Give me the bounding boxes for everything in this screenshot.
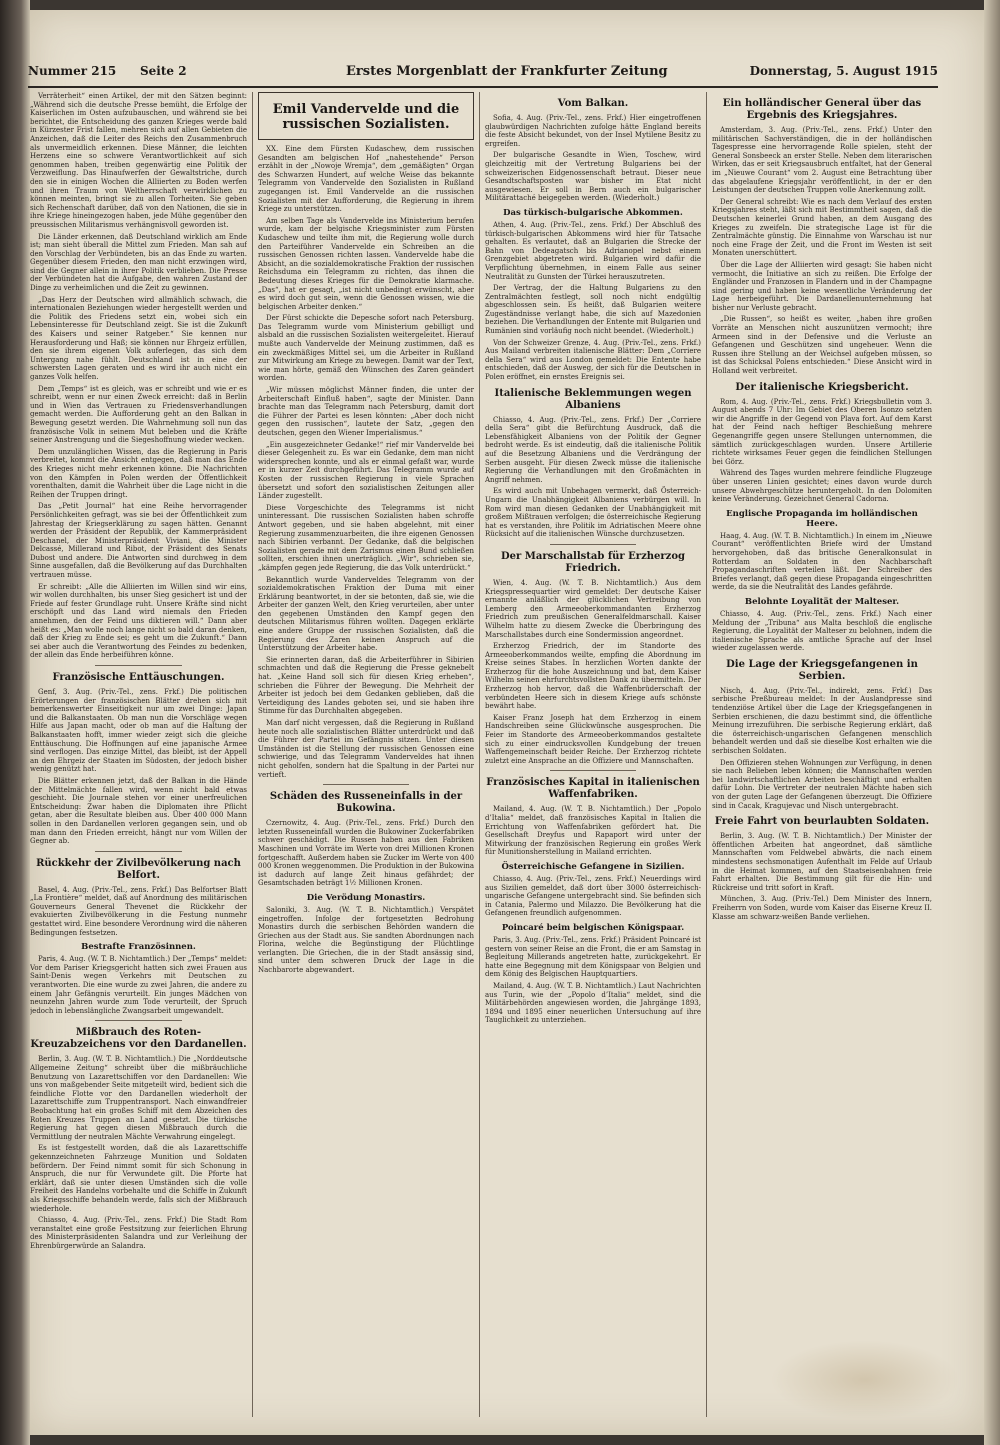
article-paragraph: Am selben Tage als Vandervelde ins Ministerium berufen wurde, kam der belgische Kriegsminister zum Fürsten Kudaschew und teilte ihm mit, die Regierung wolle durch den Parteiführer Vandervelde ein Schreiben an die russischen Genossen richten lassen. Vandervelde habe die Absicht, an die sozialdemokratische Fraktion der russischen Reichsduma ein Telegramm zu richten, das ihnen die Bedeutung dieses Krieges für die Demokratie klarmache. „Das“, hat er gesagt, „ist nicht unbedingt erwünscht, aber es wird doch gut sein, wenn die Genossen wissen, wie die belgischen Arbeiter denken.“ bbox=[258, 216, 474, 311]
paper-title: Erstes Morgenblatt der Frankfurter Zeitung bbox=[346, 64, 668, 79]
article-paragraph: Den Offizieren stehen Wohnungen zur Verfügung, in denen sie nach Belieben leben können; die Mannschaften werden bei landwirtschaftlichen Arbeiten beschäftigt und erhalten dafür Lohn. Die Vertreter der neutralen Mächte haben sich von der guten Lage der Gefangenen überzeugt. Die Offiziere sind in Cacak, Kragujevac und Nisch untergebracht. bbox=[712, 758, 932, 810]
article-paragraph: „Wir müssen möglichst Männer finden, die unter der Arbeiterschaft Einfluß haben“, sagte der Minister. Dann brachte man das Telegramm nach Petersburg, damit dort die Führer der Partei es lesen könnten: „Aber doch nicht gegen den russischen“, lautete der Satz, „gegen den deutschen, gegen den Wiener Imperialismus.“ bbox=[258, 386, 474, 437]
article-paragraph: Chiasso, 4. Aug. (Priv.-Tel., zens. Frkf.) Nach einer Meldung der „Tribuna“ aus Malta beschloß die englische Regierung, die Loyalität der Malteser zu belohnen, indem die italienische Sprache als amtliche Sprache auf der Insel wieder zugelassen werde. bbox=[712, 609, 932, 653]
article-paragraph: Rom, 4. Aug. (Priv.-Tel., zens. Frkf.) Kriegsbulletin vom 3. August abends 7 Uhr: Im Gebiet des Oberen Isonzo setzten wir die Angriffe in der Gegend von Plava fort. Auf dem Karst hat der Feind nach heftiger Beschießung mehrere Gegenangriffe gegen unsere Stellungen unternommen, die sämtlich zurückgeschlagen wurden. Unsere Artillerie richtete wirksames Feuer gegen die feindlichen Stellungen bei Görz. bbox=[712, 397, 932, 466]
article-paragraph: Paris, 3. Aug. (Priv.-Tel., zens. Frkf.) Präsident Poincaré ist gestern von seiner Reise an die Front, die er am Samstag in Begleitung Millerands angetreten hatte, zurückgekehrt. Er hatte eine Begegnung mit dem Königspaar von Belgien und dem König des Belgischen Hauptquartiers. bbox=[485, 935, 701, 979]
article-paragraph: Kaiser Franz Joseph hat dem Erzherzog in einem Handschreiben seine Glückwünsche ausgesprochen. Die Feier im Standorte des Armeeoberkommandos gestaltete sich zu einer eindrucksvollen Kundgebung der treuen Waffengemeinschaft beider Reiche. Der Erzherzog richtete zuletzt eine Ansprache an die Offiziere und Mannschaften. bbox=[485, 713, 701, 765]
article-paragraph: Erzherzog Friedrich, der im Standorte des Armeeoberkommandos weilte, empfing die Abordnung im Kreise seines Stabes. In herzlichen Worten dankte der Erzherzog für die hohe Auszeichnung und bat, dem Kaiser Wilhelm seinen ehrfurchtsvollsten Dank zu übermitteln. Der Erzherzog hob hervor, daß die Waffenbrüderschaft der verbündeten Heere sich in diesem Kriege aufs schönste bewährt habe. bbox=[485, 642, 701, 711]
article-separator bbox=[95, 665, 182, 666]
column-1 bbox=[30, 92, 247, 1422]
article-paragraph: Es ist festgestellt worden, daß die als Lazarettschiffe gekennzeichneten Fahrzeuge Munition und Soldaten befördern. Der Feind nimmt somit für sich Schonung in Anspruch, die nur für Verwundete gilt. Die Pforte hat erklärt, daß sie unter diesen Umständen sich die volle Freiheit des Handelns vorbehalte und die Schiffe in Zukunft als Kriegsschiffe behandeln werde, falls sich der Mißbrauch wiederhole. bbox=[30, 1144, 247, 1213]
article-paragraph: Bekanntlich wurde Vanderveldes Telegramm von der sozialdemokratischen Fraktion der Duma mit einer Erklärung beantwortet, in der sie betonten, daß sie, wie die Arbeiter der ganzen Welt, den Krieg verurteilen, aber unter den gegebenen Umständen den Kampf gegen den deutschen Militarismus führen wollten. Dagegen erklärte eine andere Gruppe der russischen Sozialisten, daß die Regierung des Zaren keinen Anspruch auf die Unterstützung der Arbeiter habe. bbox=[258, 575, 474, 653]
article-paragraph: Er schreibt: „Alle die Alliierten im Willen sind wir eins, wir wollen durchhalten, bis unser Sieg gesichert ist und der Friede auf fester Grundlage ruht. Unsere Kräfte sind nicht erschöpft und das Land wird niemals den Frieden annehmen, den der Feind uns diktieren will.“ Dann aber heißt es: „Man wolle noch lange nicht so bald daran denken, daß der Krieg zu Ende sei; es geht um die Zukunft.“ Dann sei aber auch die Verantwortung des Feindes zu bedenken, der allein das Ende herbeiführen könne. bbox=[30, 582, 247, 660]
article-paragraph: Haag, 4. Aug. (W. T. B. Nichtamtlich.) In einem im „Nieuwe Courant“ veröffentlichten Briefe wird der Umstand hervorgehoben, daß das britische Generalkonsulat in Rotterdam an Soldaten in den Nachbarschaft Propagandaschriften verteilen läßt. Der Schreiber des Briefes verlangt, daß gegen diese Propaganda eingeschritten werde, da sie die Neutralität des Landes gefährde. bbox=[712, 531, 932, 592]
article-paragraph: Der Vertrag, der die Haltung Bulgariens zu den Zentralmächten festlegt, soll noch nicht endgültig abgeschlossen sein. Es heißt, daß Bulgarien weitere Zugeständnisse verlangt habe, die sich auf Mazedonien beziehen. Die Verhandlungen der Entente mit Bulgarien und Rumänien sind vorläufig noch nicht beendet. (Wiederholt.) bbox=[485, 284, 701, 336]
article-paragraph: Berlin, 3. Aug. (W. T. B. Nichtamtlich.) Der Minister der öffentlichen Arbeiten hat angeordnet, daß sämtliche Mannschaften vom Feldwebel abwärts, die nach einem mindestens sechsmonatigen Aufenthalt im Felde auf Urlaub in die Heimat kommen, auf den Staatseisenbahnen freie Fahrt erhalten. Die Bestimmung gilt für die Hin- und Rückreise und tritt sofort in Kraft. bbox=[712, 832, 932, 892]
article-paragraph: Chiasso, 4. Aug. (Priv.-Tel., zens. Frkf.) Der „Corriere della Sera“ gibt die Befürchtung Ausdruck, daß die Lebensfähigkeit Albaniens von der Politik der Gegner bedroht werde. Es ist eindeutig, daß die italienische Politik auf die Besetzung Albaniens und die Verdrängung der Serben ausgeht. Für diesen Zweck müsse die italienische Regierung die Verhandlungen mit den Großmächten in Angriff nehmen. bbox=[485, 415, 701, 484]
article-headline: Vom Balkan. bbox=[557, 98, 629, 109]
header-rule bbox=[28, 86, 938, 88]
article-subheadline: Die Verödung Monastirs. bbox=[306, 892, 426, 903]
article-separator bbox=[95, 1020, 182, 1021]
article-paragraph: Über die Lage der Alliierten wird gesagt: Sie haben nicht vermocht, die Initiative an sich zu reißen. Die Erfolge der Engländer und Franzosen in Flandern und in der Champagne sind gering und haben keine wesentliche Veränderung der Lage herbeigeführt. Die Dardanellenunternehmung hat bisher nur Verluste gebracht. bbox=[712, 260, 932, 312]
article-subheadline: Englische Propaganda im holländischen Heere. bbox=[726, 508, 918, 529]
binding-spine bbox=[0, 0, 30, 1445]
article-paragraph: Es wird auch mit Unbehagen vermerkt, daß Österreich-Ungarn die Unabhängigkeit Albaniens verbürgen will. In Rom wird man diesen Gedanken der Unabhängigkeit mit großem Mißtrauen verfolgen; die österreichische Regierung hat es verstanden, ihre Politik im Adriatischen Meere ohne Rücksicht auf die italienischen Wünsche durchzusetzen. bbox=[485, 487, 701, 539]
article-paragraph: Von der Schweizer Grenze, 4. Aug. (Priv.-Tel., zens. Frkf.) Aus Mailand verbreiten italienische Blätter: Dem „Corriere della Sera“ wird aus London gemeldet: Die Entente habe entschieden, daß der Ausweg, der sich für die Deutschen in Polen eröffnet, ein ernstes Ereignis sei. bbox=[485, 338, 701, 382]
article-headline: Mißbrauch des Roten-Kreuzabzeichens vor den Dardanellen. bbox=[30, 1027, 247, 1051]
article-paragraph: Chiasso, 4. Aug. (Priv.-Tel., zens. Frkf.) Neuerdings wird aus Sizilien gemeldet, daß dort über 3000 österreichisch-ungarische Gefangene untergebracht sind. Sie befinden sich in Catania, Palermo und Milazzo. Die Bevölkerung hat die Gefangenen freundlich aufgenommen. bbox=[485, 874, 701, 918]
article-headline: Französische Enttäuschungen. bbox=[52, 672, 225, 683]
article-paragraph: „Die Russen“, so heißt es weiter, „haben ihre großen Vorräte an Menschen nicht auszunützen vermocht; ihre Armeen sind in der Defensive und die Verluste an Gefangenen und Geschützen sind ungeheuer. Wenn die Russen ihre Stellung an der Weichsel aufgeben müssen, so ist das Schicksal Polens entschieden.“ Diese Ansicht wird in Holland weit verbreitet. bbox=[712, 315, 932, 376]
article-paragraph: Verräterheit“ einen Artikel, der mit den Sätzen beginnt: „Während sich die deutsche Presse bemüht, die Erfolge der Kaiserlichen im Osten aufzubauschen, und während sie bei berichtet, die Entscheidung des ganzen Krieges werde bald in Kürzester Frist fallen, mehren sich auf allen Gebieten die Anzeichen, daß die Leiter des Reichs den Zusammenbruch als unvermeidlich erkennen. Diese Männer, die leichten Herzens eine so schwere Verantwortlichkeit auf sich genommen haben, treiben gegenwärtig eine Politik der Verzweiflung. Das Hinaufwerfen der Gewaltstriche, durch den sie in einigen Wochen die Alliierten zu Boden werfen und ihren Traum von Weltherrschaft verwirklichen zu können meinten, bringt sie zu allen Torheiten. Sie geben sich Rechenschaft darüber, daß von den Nationen, die sie in ihre Kriege hineingezogen haben, jede Mühe gegenüber den preussischen Militarismus verhängnisvoll geworden ist. bbox=[30, 92, 247, 229]
article-paragraph: Berlin, 3. Aug. (W. T. B. Nichtamtlich.) Die „Norddeutsche Allgemeine Zeitung“ schreibt über die mißbräuchliche Benutzung von Lazarettschiffen vor den Dardanellen: Wie uns von maßgebender Seite mitgeteilt wird, bedient sich die feindliche Flotte vor den Dardanellen wiederholt der Lazarettschiffe zum Truppentransport. Nach einwandfreier Beobachtung hat ein großes Schiff mit dem Abzeichen des Roten Kreuzes Truppen an Land gesetzt. Die türkische Regierung hat gegen diesen Mißbrauch durch die Vermittlung der neutralen Mächte Verwahrung eingelegt. bbox=[30, 1055, 247, 1141]
article-paragraph: Wien, 4. Aug. (W. T. B. Nichtamtlich.) Aus dem Kriegspressequartier wird gemeldet: Der deutsche Kaiser ernannte anläßlich der glücklichen Vertreibung von Lemberg den Armeeoberkommandanten Erzherzog Friedrich zum preußischen Generalfeldmarschall. Kaiser Wilhelm hatte zu diesem Zwecke die Überbringung des Marschallstabes durch eine Sondermission angeordnet. bbox=[485, 578, 701, 639]
article-separator bbox=[550, 544, 636, 545]
article-paragraph: Sofia, 4. Aug. (Priv.-Tel., zens. Frkf.) Hier eingetroffenen glaubwürdigen Nachrichten zufolge hätte England bereits die feste Absicht bekundet, von der Insel Mytilene Besitz zu ergreifen. bbox=[485, 114, 701, 148]
article-paragraph: Saloniki, 3. Aug. (W. T. B. Nichtamtlich.) Verspätet eingetroffen. Infolge der fortgesetzten Bedrohung Monastirs durch die serbischen Behörden wandern die Griechen aus der Stadt aus. Sie sandten Abordnungen nach Florina, welche die Begünstigung der Flüchtlinge verlangten. Die Griechen, die in der Stadt ansässig sind, sind unter dem schweren Druck der Lage in die Nachbarorte abgewandert. bbox=[258, 905, 474, 975]
article-subheadline: Österreichische Gefangene in Sizilien. bbox=[501, 861, 685, 872]
article-headline: Emil Vandervelde und die russischen Sozialisten. bbox=[272, 102, 460, 132]
article-paragraph: Mailand, 4. Aug. (W. T. B. Nichtamtlich.) Der „Popolo d’Italia“ meldet, daß französisches Kapital in Italien die Errichtung von Waffenfabriken gefördert hat. Die Gesellschaft Dreyfus und Rapaport wird unter der Mitwirkung der französischen Regierung ein großes Werk für Munitionsherstellung in Mailand errichten. bbox=[485, 805, 701, 857]
article-paragraph: Die Blätter erkennen jetzt, daß der Balkan in die Hände der Mittelmächte fallen wird, wenn nicht bald etwas geschieht. Die Journale stehen vor einer unerfreulichen Entscheidung: Zwar haben die Diplomaten ihre Pflicht getan, aber die Resultate bleiben aus. Über 400 000 Mann sollen in den Dardanellen verloren gegangen sein, und ob man dann den Frieden erreicht, hängt nur vom Willen der Gegner ab. bbox=[30, 776, 247, 846]
article-paragraph: Amsterdam, 3. Aug. (Priv.-Tel., zens. Frkf.) Unter den militärischen Sachverständigen, die in der holländischen Tagespresse eine hervorragende Rolle spielen, steht der General Sonsbeeck an erster Stelle. Neben dem literarischen Wirken, das er seit Kriegsausbruch entfaltet, hat der General im „Nieuwe Courant“ vom 2. August eine Betrachtung über das abgelaufene Kriegsjahr veröffentlicht, in der er den Leistungen der deutschen Truppen volle Anerkennung zollt. bbox=[712, 126, 932, 195]
article-headline: Ein holländischer General über das Ergebnis des Kriegsjahres. bbox=[722, 98, 922, 121]
article-paragraph: Chiasso, 4. Aug. (Priv.-Tel., zens. Frkf.) Die Stadt Rom veranstaltet eine große Festsitzung zur feierlichen Ehrung des Ministerpräsidenten Salandra und zur Verleihung der Ehrenbürgerwürde an Salandra. bbox=[30, 1216, 247, 1250]
article-paragraph: Der General schreibt: Wie es nach dem Verlauf des ersten Kriegsjahres steht, läßt sich mit Bestimmtheit sagen, daß die Deutschen keinerlei Grund haben, an dem Ausgang des Krieges zu zweifeln. Die strategische Lage ist für die Zentralmächte günstig. Die Einnahme von Warschau ist nur noch eine Frage der Zeit, und die Front im Westen ist seit Monaten unerschüttert. bbox=[712, 197, 932, 258]
article-paragraph: München, 3. Aug. (Priv.-Tel.) Dem Minister des Innern, Freiherrn von Soden, wurde vom Kaiser das Eiserne Kreuz II. Klasse am schwarz-weißen Bande verliehen. bbox=[712, 895, 932, 921]
article-paragraph: Dem „Temps“ ist es gleich, was er schreibt und wie er es schreibt, wenn er nur einen Zweck erreicht: daß in Berlin und in Wien das Vertrauen zu Friedensverhandlungen gemacht werden. Die Aufforderung geht an den Balkan in Bewegung gesetzt werden. Die Wahrnehmung soll nun das französische Volk in seinem Mut beleben und die Kräfte seiner Anstrengung und die Siegeshoffnung wieder wecken. bbox=[30, 384, 247, 445]
column-4 bbox=[712, 92, 932, 1422]
article-paragraph: Diese Vorgeschichte des Telegramms ist nicht uninteressant. Die russischen Sozialisten haben schroffe Antwort gegeben, und sie haben abgelehnt, mit einer Regierung zusammenzuarbeiten, die ihre eigenen Genossen nach Sibirien verbannt. Der Gedanke, daß die belgischen Sozialisten gerade mit dem Zarismus einen Bund schließen sollten, erschien ihnen unerträglich. „Wir“, schrieben sie, „kämpfen gegen jede Regierung, die das Volk unterdrückt.“ bbox=[258, 503, 474, 572]
article-paragraph: Paris, 4. Aug. (W. T. B. Nichtamtlich.) Der „Temps“ meldet: Vor dem Pariser Kriegsgericht hatten sich zwei Frauen aus Saint-Denis wegen Verkehrs mit Deutschen zu verantworten. Die eine wurde zu zwei Jahren, die andere zu einem Jahr Gefängnis verurteilt. Ein junges Mädchen von neunzehn Jahren wurde zum Tode verurteilt, der Spruch jedoch in lebenslängliche Zwangsarbeit umgewandelt. bbox=[30, 955, 247, 1015]
issue-number: Nummer 215 bbox=[28, 64, 117, 78]
article-headline: Der Marschallstab für Erzherzog Friedrich. bbox=[500, 550, 685, 574]
issue-date: Donnerstag, 5. August 1915 bbox=[749, 64, 938, 78]
column-divider bbox=[706, 92, 707, 1417]
article-paragraph: Nisch, 4. Aug. (Priv.-Tel., indirekt, zens. Frkf.) Das serbische Preßbureau meldet: In der Auslandpresse sind tendenziöse Artikel über die Lage der Kriegsgefangenen in Serbien erschienen, die dazu bestimmt sind, die öffentliche Meinung irrezuführen. Die serbische Regierung erklärt, daß die österreichisch-ungarischen Gefangenen menschlich behandelt werden und daß sie dieselbe Kost erhalten wie die serbischen Soldaten. bbox=[712, 686, 932, 756]
article-paragraph: Der bulgarische Gesandte in Wien, Toschew, wird gleichzeitig mit der Vertretung Bulgariens bei der schweizerischen Eidgenossenschaft betraut. Dieser neue Gesandtschaftsposten war bisher im Etat nicht ausgewiesen. Er soll in Bern auch ein bulgarischer Militärattaché beigegeben werden. (Wiederholt.) bbox=[485, 151, 701, 203]
page-edge bbox=[984, 0, 1000, 1445]
article-paragraph: „Ein ausgezeichneter Gedanke!“ rief mir Vandervelde bei dieser Gelegenheit zu. Es war ein Gedanke, dem man nicht widersprechen konnte, und als er einmal gefaßt war, wurde er in kurzer Zeit durchgeführt. Das Telegramm wurde auf Kosten der russischen Regierung in viele Sprachen übersetzt und sofort den sozialistischen Zeitungen aller Länder zugestellt. bbox=[258, 440, 474, 501]
article-headline: Italienische Beklemmungen wegen Albaniens bbox=[494, 387, 692, 411]
article-paragraph: Dem unzulänglichen Wissen, das die Regierung in Paris verbreitet, kommt die Ansicht entgegen, daß man das Ende des Krieges nicht mehr erkennen könne. Die Nachrichten von den Kämpfen in Polen werden der Öffentlichkeit vorenthalten, damit die Wahrheit über die Lage nicht in die Reihen der Truppen dringt. bbox=[30, 447, 247, 499]
article-separator bbox=[550, 770, 636, 771]
page-header bbox=[28, 62, 938, 84]
article-headline: Schäden des Russeneinfalls in der Bukowina. bbox=[269, 791, 463, 815]
column-divider bbox=[252, 92, 253, 1417]
article-paragraph: Mailand, 4. Aug. (W. T. B. Nichtamtlich.) Laut Nachrichten aus Turin, wie der „Popolo d’Italia“ meldet, sind die Militärbehörden angewiesen worden, die Jahrgänge 1893, 1894 und 1895 einer neuerlichen Untersuchung auf ihre Tauglichkeit zu unterziehen. bbox=[485, 981, 701, 1025]
article-paragraph: Man darf nicht vergessen, daß die Regierung in Rußland heute noch alle sozialistischen Blätter unterdrückt und daß die Führer der Partei im Gefängnis sitzen. Unter diesen Umständen ist die Stellung der russischen Genossen eine schwierige, und das Telegramm Vanderveldes hat ihnen nicht geholfen, sondern hat die Spaltung in der Partei nur vertieft. bbox=[258, 719, 474, 779]
article-separator bbox=[95, 851, 182, 852]
column-2 bbox=[258, 92, 474, 1422]
article-subheadline: Belohnte Loyalität der Malteser. bbox=[744, 596, 900, 607]
page-number: Seite 2 bbox=[140, 64, 187, 78]
column-divider bbox=[479, 92, 480, 1417]
article-headline: Rückkehr der Zivilbevölkerung nach Belfort. bbox=[36, 857, 241, 881]
article-paragraph: Genf, 3. Aug. (Priv.-Tel., zens. Frkf.) Die politischen Erörterungen der französischen Blätter drehen sich mit bemerkenswerter Einseitigkeit nur um zwei Dinge: Japan und die Balkanstaaten. Ob man nun die Vorschläge wegen Hilfe aus Japan macht, oder ob man auf die Haltung der Balkanstaaten hofft, immer wieder zeigt sich die gleiche Enttäuschung. Die Hoffnungen auf eine japanische Armee sind verflogen. Das einzige Mittel, das bleibt, ist der Appell an den Ehrgeiz der Staaten im Südosten, der jedoch bisher wenig genützt hat. bbox=[30, 688, 247, 774]
article-paragraph: Während des Tages wurden mehrere feindliche Flugzeuge über unseren Linien gesichtet; eines davon wurde durch unsere Abwehrgeschütze heruntergeholt. In den Dolomiten keine Veränderung. Gezeichnet General Cadorna. bbox=[712, 469, 932, 504]
article-paragraph: Basel, 4. Aug. (Priv.-Tel., zens. Frkf.) Das Belfortser Blatt „La Frontière“ meldet, daß auf Anordnung des militärischen Gouverneurs General Thevenet die Rückkehr der evakuierten Zivilbevölkerung in die Festung nunmehr gestattet wird. Eine besondere Verordnung wird die näheren Bedingungen festsetzen. bbox=[30, 885, 247, 937]
article-paragraph: „Das Herz der Deutschen wird allmählich schwach, die internationalen Beziehungen wieder hergestellt werden und die Politik des Friedens setzt ein, wobei sich ein Lebensinteresse für Deutschland zeigt. Sie ist die Zukunft des Kaisers und seiner Ratgeber.“ Sie kennen nur Herausforderung und Haß; sie können nur Ehrgeiz erfüllen, den sie ihrem eigenen Volk auferlegen, das sich dem Untergang nahe fühlt. Deutschland ist in eine der schwersten Lagen geraten und es wird ihr auch nicht ein ganzes Volk helfen. bbox=[30, 295, 247, 381]
article-headline: Französisches Kapital in italienischen Waffenfabriken. bbox=[486, 777, 700, 801]
article-paragraph: Der Fürst schickte die Depesche sofort nach Petersburg. Das Telegramm wurde vom Ministerium gebilligt und alsbald an die russischen Sozialisten weitergeleitet. Hierauf mußte auch Vandervelde der Meinung zustimmen, daß es ein zweckmäßiges Mittel sei, um die Arbeiter in Rußland zur Mitwirkung am Kriege zu bewegen. Damit war der Text, wie man hörte, gemäß den Wünschen des Zaren geändert worden. bbox=[258, 314, 474, 383]
article-paragraph: Die Länder erkennen, daß Deutschland wirklich am Ende ist; man sieht überall die Mittel zum Frieden. Man sah auf den Vorschlag der Verbündeten, bis an das Ende zu warten. Gegenüber diesem Frieden, den man nicht erzwingen wird, sind die Gegner allein in ihrer Politik verblieben. Die Presse der Verbündeten hat die Aufgabe, den wahren Zustand der Dinge zu verheimlichen und die Zeit zu gewinnen. bbox=[30, 232, 247, 293]
article-headline: Der italienische Kriegsbericht. bbox=[735, 381, 909, 393]
article-paragraph: Sie erinnerten daran, daß die Arbeiterführer in Sibirien schmachten und daß die Regierung die Presse geknebelt hat. „Keine Hand soll sich für diesen Krieg erheben“, schrieben die Führer der Bewegung. Die Mehrheit der Arbeiter ist jedoch bei dem Gedanken geblieben, daß die Verteidigung des Landes geboten sei, und sie haben ihre Stimme für das Durchhalten abgegeben. bbox=[258, 655, 474, 716]
article-title-box bbox=[258, 92, 474, 140]
article-subheadline: Poincaré beim belgischen Königspaar. bbox=[501, 922, 685, 933]
article-paragraph: Das „Petit Journal“ hat eine Reihe hervorragender Persönlichkeiten gefragt, was sie bei der Öffentlichkeit zum Jahrestag der Kriegserklärung zu sagen hätten. Genannt werden der Präsident der Republik, der Kammerpräsident Deschanel, der Ministerpräsident Viviani, die Minister Delcassé, Millerand und Ribot, der Präsident des Senats Dubost und andere. Die Antworten sind durchweg in dem Sinne ausgefallen, daß die Bevölkerung auf das Durchhalten vertrauen müsse. bbox=[30, 502, 247, 580]
article-paragraph: Czernowitz, 4. Aug. (Priv.-Tel., zens. Frkf.) Durch den letzten Russeneinfall wurden die Bukowiner Zuckerfabriken schwer geschädigt. Die Russen haben aus den Fabriken Maschinen und Vorräte im Werte von drei Millionen Kronen fortgeschafft. Außerdem haben sie Zucker im Werte von 400 000 Kronen weggenommen. Die Produktion in der Bukowina ist dadurch auf lange Zeit hinaus gefährdet; der Gesamtschaden beträgt 1½ Millionen Kronen. bbox=[258, 819, 474, 888]
article-subheadline: Bestrafte Französinnen. bbox=[81, 942, 196, 953]
column-3 bbox=[485, 92, 701, 1422]
article-headline: Die Lage der Kriegsgefangenen in Serbien. bbox=[726, 658, 918, 682]
article-paragraph: XX. Eine dem Fürsten Kudaschew, dem russischen Gesandten am belgischen Hof „nahestehende“ Person erzählt in der „Nowoje Wremja“, dem „gemäßigten“ Organ des Schwarzen Hundert, auf welche Weise das bekannte Telegramm von Vandervelde den Sozialisten in Rußland zugegangen ist. Emil Vandervelde an die russischen Sozialisten mit der Aufforderung, die Regierung in ihrem Kriege zu unterstützen. bbox=[258, 145, 474, 214]
article-subheadline: Das türkisch-bulgarische Abkommen. bbox=[503, 207, 683, 218]
article-headline: Freie Fahrt von beurlaubten Soldaten. bbox=[714, 816, 930, 828]
article-separator bbox=[323, 784, 409, 785]
article-paragraph: Athen, 4. Aug. (Priv.-Tel., zens. Frkf.) Der Abschluß des türkisch-bulgarischen Abkommens wird hier für Tatsache gehalten. Es verlautet, daß an Bulgarien die Strecke der Bahn von Dedeagatsch bis Adrianopel nebst einem Grenzgebiet abgetreten wird. Bulgarien wird dafür die Verpflichtung übernehmen, in einem Falle aus seiner Neutralität zu Gunsten der Türkei herauszutreten. bbox=[485, 220, 701, 281]
